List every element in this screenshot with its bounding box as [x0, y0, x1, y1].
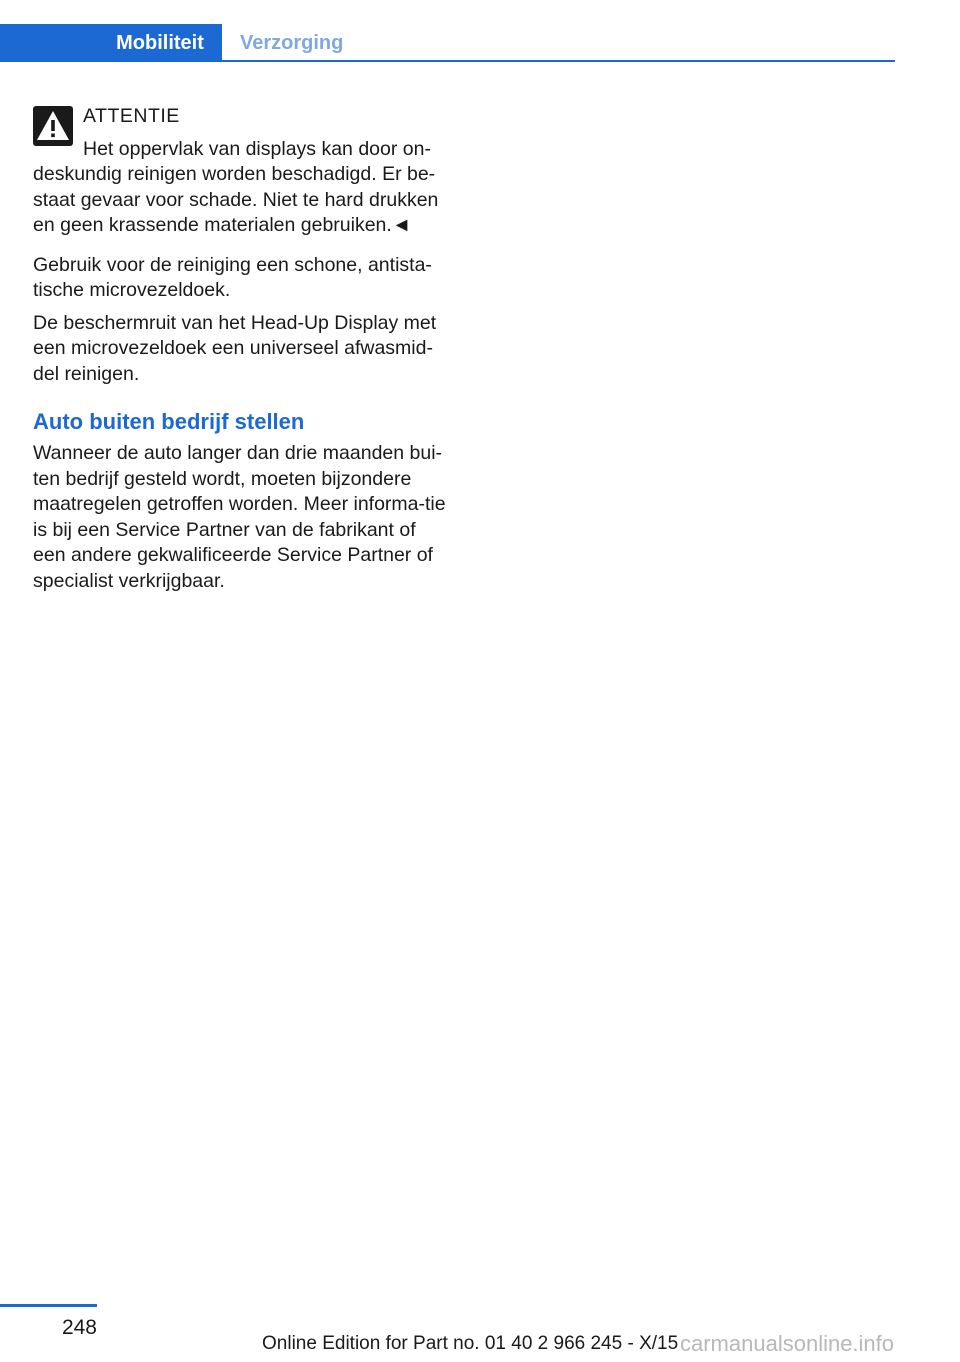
tab-mobiliteit-label: Mobiliteit	[116, 31, 204, 54]
paragraph-head-up-display: De beschermruit van het Head-Up Display met een microvezeldoek een universeel afwasmid-del reinigen.	[33, 311, 437, 385]
warning-text: Het oppervlak van displays kan door on-deskundig reinigen worden beschadigd. Er be-staat gevaar voor schade. Niet te hard drukken en geen krassende materialen gebruiken.◄	[33, 137, 439, 236]
tab-verzorging[interactable]	[222, 24, 343, 62]
warning-block	[33, 100, 448, 239]
page-number: 248	[61, 1316, 97, 1339]
section-text: Wanneer de auto langer dan drie maanden bui-ten bedrijf gesteld wordt, moeten bijzondere maatregelen getroffen worden. Meer informa-tie is bij een Service Partner van de fabrikant of een andere gekwalificeerde Service Partner of specialist verkrijgbaar.	[33, 442, 446, 592]
watermark: carmanualsonline.info	[680, 1331, 895, 1356]
paragraph-cleaning-cloth: Gebruik voor de reiniging een schone, antista-tische microvezeldoek.	[33, 253, 432, 301]
page-content	[33, 100, 448, 594]
edition-text: Online Edition for Part no. 01 40 2 966 245 - X/15	[262, 1333, 679, 1354]
tab-mobiliteit[interactable]	[0, 24, 222, 62]
warning-title: ATTENTIE	[83, 105, 180, 127]
footer-rule	[0, 1304, 97, 1307]
header-rule	[0, 60, 895, 62]
warning-triangle-icon	[33, 106, 73, 146]
section-heading: Auto buiten bedrijf stellen	[33, 409, 305, 434]
tab-verzorging-label: Verzorging	[240, 31, 344, 54]
